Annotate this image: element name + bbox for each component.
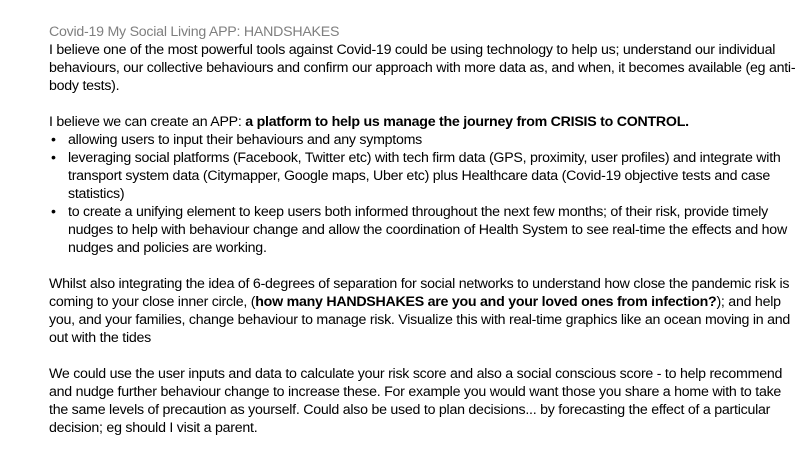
bullet-icon: • <box>51 150 56 166</box>
intro-paragraph: I believe one of the most powerful tools against Covid-19 could be using technology to help us; understand our individual behaviours, our collective behaviours and confirm our approach with more data as, and when, it becomes available (eg anti-body tests). <box>49 42 796 94</box>
document-title: Covid-19 My Social Living APP: HANDSHAKES <box>49 24 340 40</box>
list-item-text: allowing users to input their behaviours and any symptoms <box>68 132 423 148</box>
app-bold-text: a platform to help us manage the journey from CRISIS to CONTROL. <box>245 114 689 130</box>
score-paragraph: We could use the user inputs and data to calculate your risk score and also a social conscious score - to help recommend and nudge further behaviour change to increase these. For example you would want those you share a home with to take the same levels of precaution as yourself. Could also be used to plan decisions... by forecasting the effect of a particular decision; eg should I visit a parent. <box>49 366 783 436</box>
list-item <box>49 203 799 257</box>
paragraph-gap <box>49 347 799 365</box>
separation-text-2: ); and help you, and your families, change behaviour to manage risk. Visualize this with real-time graphics like an ocean moving in and out with the tides <box>49 294 791 346</box>
bullet-icon: • <box>51 132 56 148</box>
paragraph-gap <box>49 95 799 113</box>
paragraph-gap <box>49 257 799 275</box>
list-item-text: to create a unifying element to keep users both informed throughout the next few months; of their risk, provide timely nudges to help with behaviour change and allow the coordination of Health System to see real-time the effects and how nudges and policies are working. <box>68 204 787 256</box>
list-item-text: leveraging social platforms (Facebook, Twitter etc) with tech firm data (GPS, proximity, user profiles) and integrate with transport system data (Citymapper, Google maps, Uber etc) plus Healthcare data (Covid-19 objective tests and case statistics) <box>68 150 781 202</box>
separation-bold-text: how many HANDSHAKES are you and your loved ones from infection? <box>255 294 717 310</box>
bullet-icon: • <box>51 204 56 220</box>
list-item <box>49 149 799 203</box>
list-item <box>49 131 799 149</box>
app-paragraph <box>49 113 799 131</box>
feature-list <box>49 131 799 257</box>
document-page <box>49 23 799 437</box>
separation-paragraph <box>49 275 799 347</box>
separation-text-1: Whilst also integrating the idea of 6-degrees of separation for social networks to understand how close the pandemic risk is coming to your close inner circle, ( <box>49 276 790 310</box>
app-lead-text: I believe we can create an APP: <box>49 114 246 130</box>
